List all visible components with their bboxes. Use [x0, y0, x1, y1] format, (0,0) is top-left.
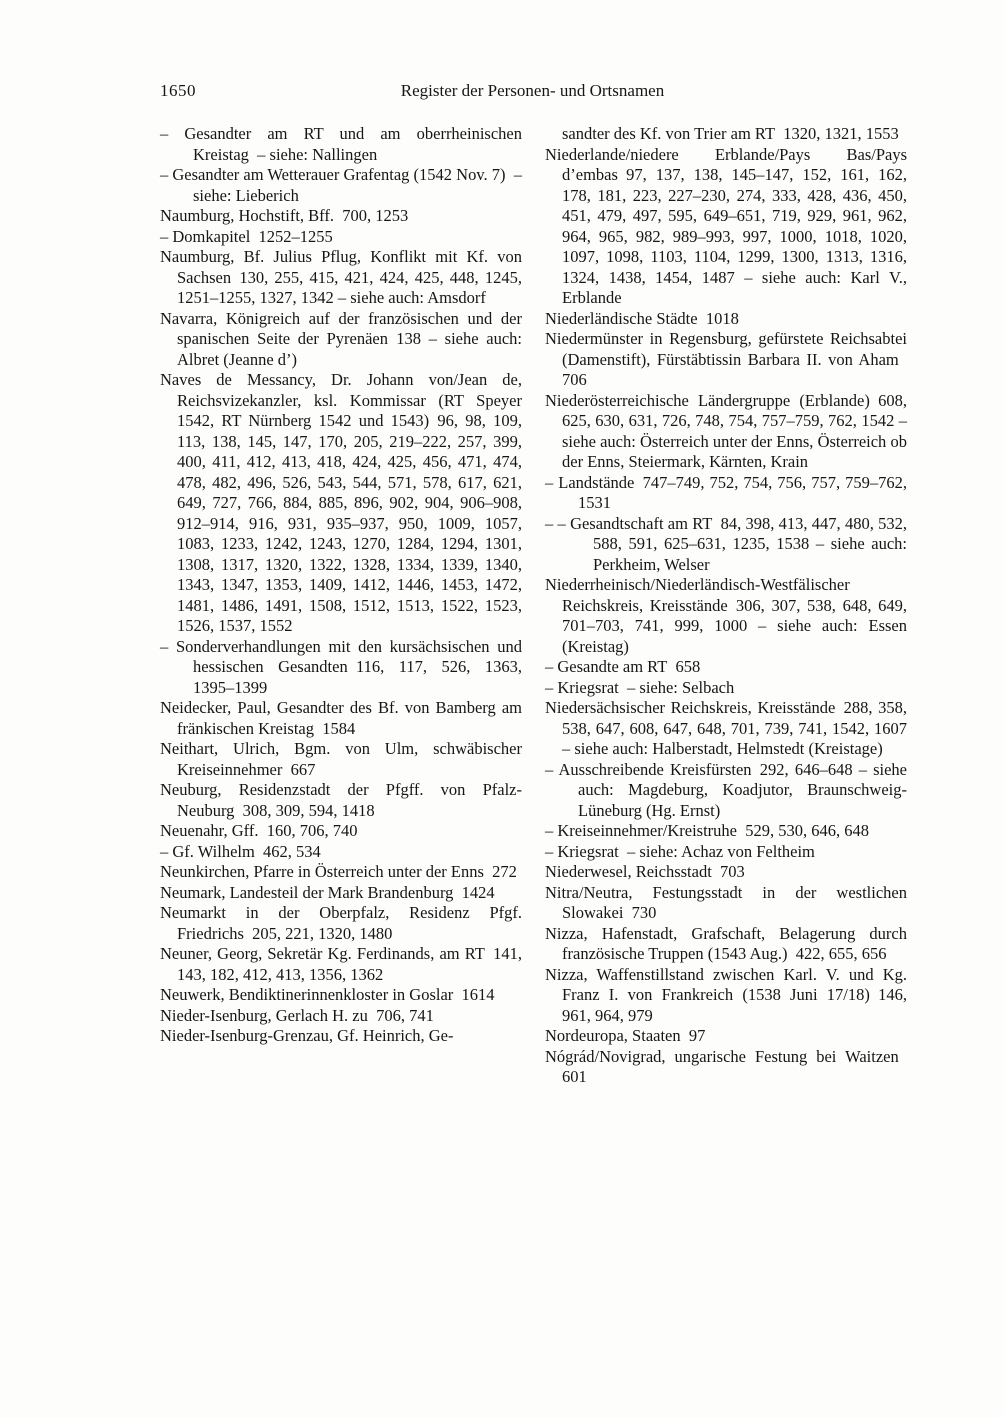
index-entry: Niederlande/niedere Erblande/Pays Bas/Pays d’embas 97, 137, 138, 145–147, 152, 161, 162, 178, 181, 223, 227–230, 274, 333, 428, 436, 450, 451, 479, 497, 595, 649–651, 719, 929, 961, 962, 964, 965, 982, 989–993, 997, 1000, 1018, 1020, 1097, 1098, 1103, 1104, 1299, 1300, 1313, 1316, 1324, 1438, 1454, 1487 – siehe auch: Karl V., Erblande: [545, 144, 907, 307]
index-entry: – Gf. Wilhelm 462, 534: [160, 841, 321, 861]
index-entry: – Kriegsrat – siehe: Selbach: [545, 677, 735, 697]
index-entry-continuation: sandter des Kf. von Trier am RT 1320, 1321, 1553: [562, 124, 899, 143]
index-entry: Nizza, Waffenstillstand zwischen Karl. V. und Kg. Franz I. von Frankreich (1538 Juni 17/18) 146, 961, 964, 979: [545, 964, 907, 1025]
page-number: 1650: [160, 81, 196, 100]
running-header-title: Register der Personen- und Ortsnamen: [400, 81, 665, 100]
index-entry: – – Gesandtschaft am RT 84, 398, 413, 447, 480, 532, 588, 591, 625–631, 1235, 1538 – siehe auch: Perkheim, Welser: [545, 513, 907, 574]
index-entry: Neuburg, Residenzstadt der Pfgff. von Pfalz-Neuburg 308, 309, 594, 1418: [160, 780, 522, 820]
index-entry: Niedermünster in Regensburg, gefürstete Reichsabtei (Damenstift), Fürstäbtissin Barbara II. von Aham 706: [545, 329, 907, 389]
index-entry: Niederrheinisch/Niederländisch-Westfälischer Reichskreis, Kreisstände 306, 307, 538, 648, 649, 701–703, 741, 999, 1000 – siehe auch: Essen (Kreistag): [545, 575, 907, 656]
index-entry: – Domkapitel 1252–1255: [160, 226, 333, 246]
index-entry: Neidecker, Paul, Gesandter des Bf. von Bamberg am fränkischen Kreistag 1584: [160, 698, 522, 738]
index-entry: Neuenahr, Gff. 160, 706, 740: [160, 821, 358, 840]
index-entry: Niederländische Städte 1018: [545, 308, 739, 328]
index-entry: – Sonderverhandlungen mit den kursächsischen und hessischen Gesandten 116, 117, 526, 1363, 1395–1399: [160, 636, 522, 697]
index-entry: Neuwerk, Bendiktinerinnenkloster in Goslar 1614: [160, 985, 495, 1004]
index-entry: Neumarkt in der Oberpfalz, Residenz Pfgf. Friedrichs 205, 221, 1320, 1480: [160, 903, 522, 943]
page-header: [160, 80, 905, 104]
index-entry: – Landstände 747–749, 752, 754, 756, 757, 759–762, 1531: [545, 472, 907, 512]
index-entry: – Gesandter am Wetterauer Grafentag (1542 Nov. 7) – siehe: Lieberich: [160, 165, 522, 205]
index-entry: Neuner, Georg, Sekretär Kg. Ferdinands, am RT 141, 143, 182, 412, 413, 1356, 1362: [160, 944, 522, 984]
index-entry: Nieder-Isenburg-Grenzau, Gf. Heinrich, Ge-: [160, 1026, 454, 1045]
index-entry: Niederwesel, Reichsstadt 703: [545, 862, 745, 881]
index-column-left: [160, 124, 522, 1047]
index-entry: Navarra, Königreich auf der französischen und der spanischen Seite der Pyrenäen 138 – siehe auch: Albret (Jeanne d’): [160, 308, 522, 369]
index-entry: – Gesandte am RT 658: [545, 657, 701, 676]
index-entry: Neumark, Landesteil der Mark Brandenburg 1424: [160, 882, 495, 902]
index-entry: Nordeuropa, Staaten 97: [545, 1026, 706, 1045]
index-entry: – Kreiseinnehmer/Kreistruhe 529, 530, 646, 648: [545, 821, 869, 840]
index-entry: – Kriegsrat – siehe: Achaz von Feltheim: [545, 841, 815, 861]
index-entry: – Ausschreibende Kreisfürsten 292, 646–648 – siehe auch: Magdeburg, Koadjutor, Braunschweig-Lüneburg (Hg. Ernst): [545, 759, 907, 820]
index-entry: Neunkirchen, Pfarre in Österreich unter der Enns 272: [160, 862, 517, 881]
index-entry: Naumburg, Bf. Julius Pflug, Konflikt mit Kf. von Sachsen 130, 255, 415, 421, 424, 425, 448, 1245, 1251–1255, 1327, 1342 – siehe auch: Amsdorf: [160, 247, 522, 307]
index-entry: Nitra/Neutra, Festungsstadt in der westlichen Slowakei 730: [545, 882, 907, 922]
index-entry: Niederösterreichische Ländergruppe (Erblande) 608, 625, 630, 631, 726, 748, 754, 757–759, 762, 1542 – siehe auch: Österreich unter der Enns, Österreich ob der Enns, Steiermark, Kärnten, Krain: [545, 390, 907, 471]
index-entry: Neithart, Ulrich, Bgm. von Ulm, schwäbischer Kreiseinnehmer 667: [160, 739, 522, 779]
index-entry: Niedersächsischer Reichskreis, Kreisstände 288, 358, 538, 647, 608, 647, 648, 701, 739, 741, 1542, 1607 – siehe auch: Halberstadt, Helmstedt (Kreistage): [545, 698, 907, 758]
index-entry: Naves de Messancy, Dr. Johann von/Jean de, Reichsvizekanzler, ksl. Kommissar (RT Speyer 1542, RT Nürnberg 1542 und 1543) 96, 98, 109, 113, 138, 145, 147, 170, 205, 219–222, 257, 399, 400, 411, 412, 413, 418, 424, 425, 456, 471, 474, 478, 482, 496, 526, 543, 544, 571, 578, 617, 621, 649, 727, 766, 884, 885, 896, 902, 904, 906–908, 912–914, 916, 931, 935–937, 950, 1009, 1057, 1083, 1233, 1242, 1243, 1270, 1284, 1294, 1301, 1308, 1317, 1320, 1322, 1328, 1334, 1339, 1340, 1343, 1347, 1353, 1409, 1412, 1446, 1453, 1472, 1481, 1486, 1491, 1508, 1512, 1513, 1522, 1523, 1526, 1537, 1552: [160, 370, 522, 635]
index-column-right: [545, 124, 907, 1088]
index-entry: – Gesandter am RT und am oberrheinischen Kreistag – siehe: Nallingen: [160, 124, 522, 164]
index-entry: Nógrád/Novigrad, ungarische Festung bei Waitzen 601: [545, 1046, 907, 1086]
index-entry: Naumburg, Hochstift, Bff. 700, 1253: [160, 206, 409, 225]
index-entry: Nieder-Isenburg, Gerlach H. zu 706, 741: [160, 1005, 434, 1025]
index-entry: Nizza, Hafenstadt, Grafschaft, Belagerung durch französische Truppen (1543 Aug.) 422, 655, 656: [545, 923, 907, 963]
